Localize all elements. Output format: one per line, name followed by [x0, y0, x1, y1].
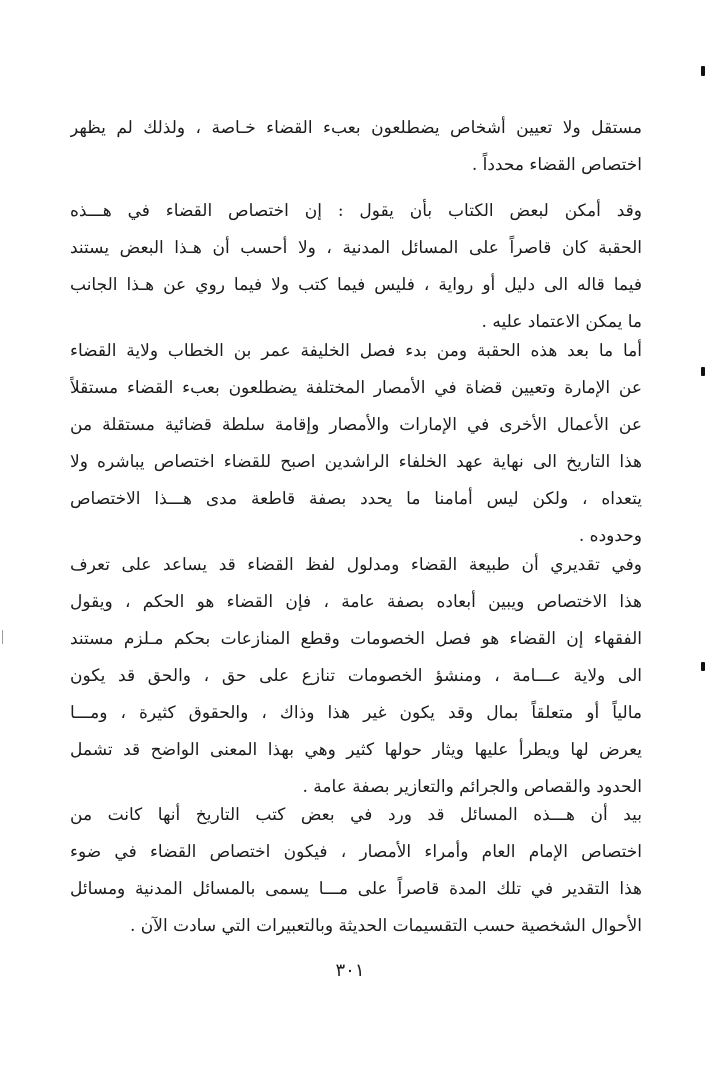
text-line: وحدوده . [578, 526, 642, 546]
paragraph-5 [70, 797, 642, 945]
text-line: مالياً أو متعلقاً بمال وقد يكون غير هذا وذاك ، والحقوق كثيرة ، ومـــا [70, 703, 642, 723]
text-line: بيد أن هـــذه المسائل قد ورد في بعض كتب التاريخ أنها كانت من [70, 805, 642, 825]
text-line: أما ما بعد هذه الحقبة ومن بدء فصل الخليفة عمر بن الخطاب ولاية القضاء [70, 341, 642, 361]
scan-edge-mark [701, 367, 705, 376]
text-line: عن الإمارة وتعيين قضاة في الأمصار المختلفة يضطلعون بعبء القضاء مستقلاً [70, 378, 642, 398]
text-line: يتعداه ، ولكن ليس أمامنا ما يحدد بصفة قاطعة مدى هـــذا الاختصاص [70, 489, 642, 509]
text-line: اختصاص الإمام العام وأمراء الأمصار ، فيكون اختصاص القضاء في ضوء [70, 842, 642, 862]
paragraph-2 [70, 193, 642, 341]
scan-edge-mark [2, 630, 3, 644]
text-line: اختصاص القضاء محدداً . [471, 155, 642, 175]
text-line: ما يمكن الاعتماد عليه . [481, 312, 642, 332]
text-line: مستقل ولا تعيين أشخاص يضطلعون بعبء القضاء خـاصة ، ولذلك لم يظهر [70, 118, 642, 138]
scan-edge-mark [701, 662, 705, 671]
paragraph-4 [70, 547, 642, 806]
text-line: وفي تقديري أن طبيعة القضاء ومدلول لفظ القضاء قد يساعد على تعرف [70, 555, 642, 575]
text-line: يعرض لها ويطرأ عليها ويثار حولها كثير وهي بهذا المعنى الواضح قد تشمل [70, 740, 642, 760]
text-line: الى ولاية عـــامة ، ومنشؤ الخصومات تنازع على حق ، والحق قد يكون [70, 666, 642, 686]
text-line: هذا التقدير في تلك المدة قاصراً على مـــا يسمى بالمسائل المدنية ومسائل [70, 879, 642, 899]
text-line: الحدود والقصاص والجرائم والتعازير بصفة عامة . [302, 777, 642, 797]
page-number: ٣٠١ [335, 960, 365, 981]
text-line: عن الأعمال الأخرى في الإمارات والأمصار وإقامة سلطة قضائية مستقلة من [70, 415, 642, 435]
text-line: الفقهاء إن القضاء هو فصل الخصومات وقطع المنازعات بحكم مـلزم مستند [70, 629, 642, 649]
paragraph-1 [70, 110, 642, 184]
text-line: وقد أمكن لبعض الكتاب بأن يقول : إن اختصاص القضاء في هـــذه [70, 201, 642, 221]
paragraph-3 [70, 333, 642, 555]
scan-edge-mark [701, 66, 705, 76]
text-line: هذا الاختصاص ويبين أبعاده بصفة عامة ، فإن القضاء هو الحكم ، ويقول [70, 592, 642, 612]
text-line: هذا التاريخ الى نهاية عهد الخلفاء الراشدين اصبح للقضاء اختصاص يباشره ولا [70, 452, 642, 472]
text-line: الحقبة كان قاصراً على المسائل المدنية ، ولا أحسب أن هـذا البعض يستند [70, 238, 642, 258]
text-line: فيما قاله الى دليل أو رواية ، فليس فيما كتب ولا فيما روي عن هـذا الجانب [70, 275, 642, 295]
text-line: الأحوال الشخصية حسب التقسيمات الحديثة وبالتعبيرات التي سادت الآن . [129, 916, 642, 936]
